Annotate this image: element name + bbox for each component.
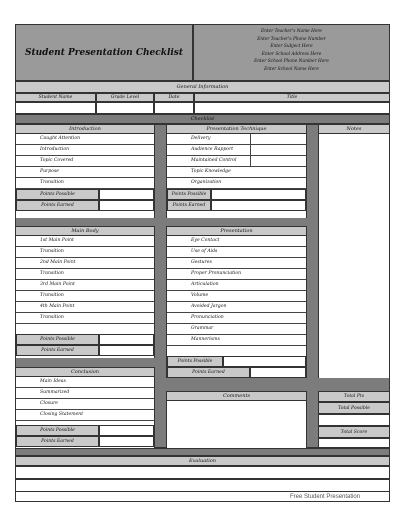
row-label: Pronunciation [191,315,224,320]
points-earned-field[interactable] [99,436,154,447]
grade-level-field[interactable] [96,102,154,114]
checklist-row[interactable] [167,145,306,156]
row-label: Articulation [191,282,219,287]
points-possible-field[interactable] [211,189,306,200]
form-title: Student Presentation Checklist [24,47,184,58]
student-name-field[interactable] [15,102,96,114]
total-possible-field[interactable] [318,414,390,426]
cell-divider [250,134,251,144]
checklist-row[interactable] [16,399,154,410]
main-body-heading: Main Body [16,226,154,236]
row-label: Caught Attention [40,136,81,141]
row-label: Transition [40,249,64,254]
checklist-heading: Checklist [190,116,215,122]
date-field[interactable] [154,102,194,114]
row-label: Proper Pronunciation [191,271,242,276]
points-possible-label: Points Possible [167,189,211,200]
points-earned-field[interactable] [99,200,154,211]
cell-divider [250,145,251,155]
points-possible-field[interactable] [99,334,154,345]
row-label: Transition [40,315,64,320]
checklist-row[interactable] [167,167,306,178]
checklist-row[interactable] [167,178,306,189]
row-label: Use of Aids [191,249,218,254]
checklist-row[interactable] [167,156,306,167]
checklist-row[interactable] [16,247,154,258]
points-earned-label: Points Earned [167,367,250,378]
row-label: Delivery [191,136,211,141]
row-label: 1st Main Point [40,238,74,243]
presentation-section [166,226,307,378]
row-label: Maintained Control [191,158,237,163]
checklist-row[interactable] [16,302,154,313]
info-line: Enter Teacher's Phone Number [257,36,326,42]
row-label: 2nd Main Point [40,260,76,265]
checklist-row[interactable] [16,258,154,269]
title-block [15,24,193,81]
checklist-row[interactable] [16,280,154,291]
technique-heading: Presentation Technique [167,124,306,134]
checklist-row[interactable] [167,335,306,346]
info-line: Enter School Address Here [261,51,322,57]
cell-divider [250,156,251,166]
checklist-row[interactable] [167,324,306,335]
row-label: Topic Knowledge [191,169,231,174]
row-label: Introduction [40,147,70,152]
points-possible-field[interactable] [223,356,306,367]
points-possible-label: Points Possible [16,189,99,200]
info-line: Enter Teacher's Name Here [261,29,322,34]
row-label: 3rd Main Point [40,282,75,287]
checklist-row[interactable] [16,377,154,388]
row-label: Transition [40,293,64,298]
checklist-row[interactable] [16,236,154,247]
title-field[interactable] [194,102,390,114]
total-score-field[interactable] [318,438,390,448]
row-label: Grammar [191,326,214,331]
total-points-label: Total Pts [318,391,390,402]
points-possible-label: Points Possible [16,425,99,436]
row-label: Closing Statement [40,412,84,417]
introduction-section [15,124,155,218]
checklist-row[interactable] [167,258,306,269]
notes-section[interactable] [318,124,390,378]
checklist-row[interactable] [16,167,154,178]
points-possible-field[interactable] [99,425,154,436]
checklist-row[interactable] [167,247,306,258]
checklist-row[interactable] [167,302,306,313]
comments-section[interactable] [166,391,307,448]
checklist-row[interactable] [16,291,154,302]
evaluation-heading: Evaluation [15,456,390,466]
checklist-row[interactable] [167,313,306,324]
conclusion-section [15,367,155,448]
date-label: Date [154,93,194,102]
grade-level-label: Grade Level [96,93,154,102]
points-possible-label: Points Possible [167,356,223,367]
points-earned-label: Points Earned [167,200,211,211]
points-earned-field[interactable] [250,367,306,378]
row-label: Volume [191,293,209,298]
checklist-row[interactable] [167,236,306,247]
checklist-row[interactable] [167,291,306,302]
points-possible-field[interactable] [99,189,154,200]
title-label: Title [194,93,390,102]
row-label: Purpose [40,169,60,174]
row-label: Transition [40,180,64,185]
checklist-row[interactable] [16,145,154,156]
checklist-row[interactable] [16,178,154,189]
conclusion-heading: Conclusion [16,367,154,377]
row-label: Eye Contact [191,238,220,243]
technique-section [166,124,307,218]
row-label: Mannerisms [191,337,220,342]
points-earned-field[interactable] [211,200,306,211]
row-label: Closure [40,401,58,406]
row-label: Transition [40,271,64,276]
footer-text: Free Student Presentation [290,494,361,500]
gray-band [15,448,390,456]
row-label: Organization [191,180,222,185]
info-line: Enter School Phone Number Here [254,59,329,65]
total-score-label: Total Score [318,426,390,438]
points-earned-label: Points Earned [16,436,99,447]
checklist-row[interactable] [16,313,154,324]
info-line: Enter School Name Here [264,66,319,72]
row-label: Avoided Jargon [191,304,227,309]
info-line: Enter Subject Here [270,44,313,50]
presentation-heading: Presentation [167,226,306,236]
total-possible-label: Total Possible [318,402,390,414]
row-label: Audience Rapport [191,147,234,152]
points-possible-label: Points Possible [16,334,99,345]
points-earned-label: Points Earned [16,200,99,211]
checklist-row[interactable] [16,134,154,145]
row-label: 4th Main Point [40,304,75,309]
evaluation-line[interactable] [15,466,390,479]
general-info-heading: General Information [15,81,390,93]
checklist-row[interactable] [167,134,306,145]
main-body-section [15,226,155,358]
checklist-row[interactable] [167,280,306,291]
checklist-row[interactable] [16,388,154,399]
checklist-row[interactable] [167,269,306,280]
introduction-heading: Introduction [16,124,154,134]
points-earned-field[interactable] [99,345,154,356]
row-label: Topic Covered [40,158,74,163]
row-label: Summarized [40,390,70,395]
student-name-label: Student Name [15,93,96,102]
checklist-row[interactable] [16,410,154,421]
notes-heading: Notes [319,124,389,134]
checklist-row[interactable] [16,269,154,280]
points-earned-label: Points Earned [16,345,99,356]
row-label: Gestures [191,260,212,265]
checklist-row[interactable] [16,156,154,167]
evaluation-line[interactable] [15,479,390,492]
comments-heading: Comments [167,391,306,401]
school-info-block [193,24,390,81]
row-label: Main Ideas [40,379,66,384]
